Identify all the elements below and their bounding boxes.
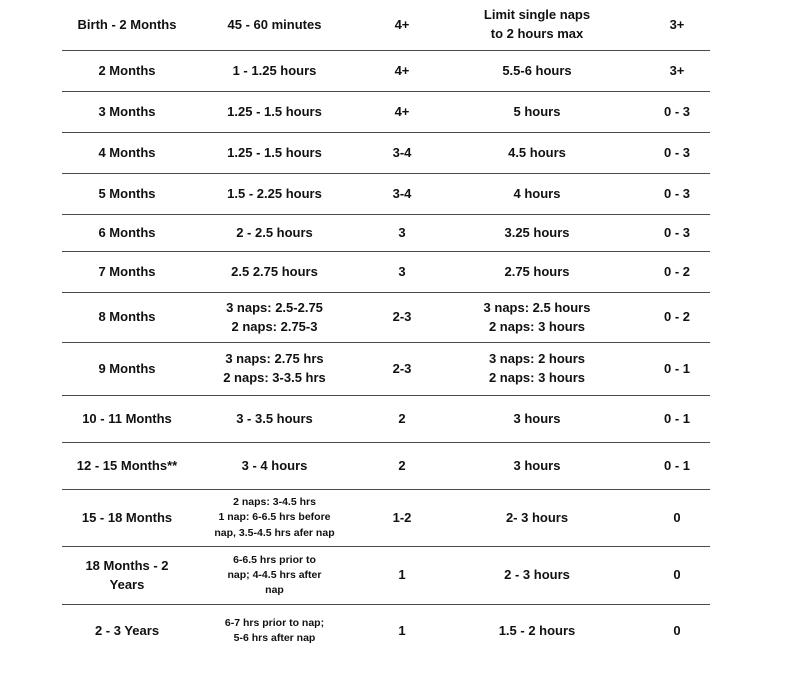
nap-count-cell: 4+ (394, 62, 410, 78)
table-row (62, 51, 710, 92)
nap-count-cell: 3 (398, 263, 406, 279)
age-cell: 9 Months (98, 360, 156, 376)
table-row (62, 252, 710, 293)
age-cell: 3 Months (98, 103, 156, 119)
last-column-cell: 0 - 3 (663, 144, 690, 160)
nap-count-cell: 4+ (394, 16, 410, 32)
table-row (62, 293, 710, 343)
age-cell: 15 - 18 Months (81, 509, 173, 525)
age-cell: 5 Months (98, 185, 156, 201)
daytime-sleep-cell: 2.75 hours (504, 263, 570, 279)
age-cell: 10 - 11 Months (82, 410, 172, 426)
nap-count-cell: 3 (398, 224, 406, 240)
table-row (62, 92, 710, 133)
daytime-sleep-cell: Limit single naps to 2 hours max (483, 7, 591, 41)
table-row (62, 174, 710, 215)
age-cell: 2 Months (98, 62, 156, 78)
daytime-sleep-cell: 4.5 hours (508, 144, 566, 160)
daytime-sleep-cell: 4 hours (513, 185, 561, 201)
wake-window-cell: 2 - 2.5 hours (236, 224, 313, 240)
wake-window-cell: 1.25 - 1.5 hours (227, 103, 322, 119)
age-cell: 4 Months (98, 144, 156, 160)
daytime-sleep-cell: 3 hours (513, 410, 561, 426)
last-column-cell: 3+ (669, 62, 685, 78)
nap-count-cell: 1 (398, 567, 406, 583)
table-row (62, 605, 710, 657)
daytime-sleep-cell: 1.5 - 2 hours (498, 622, 576, 638)
nap-count-cell: 4+ (394, 103, 410, 119)
daytime-sleep-cell: 2- 3 hours (505, 509, 569, 525)
age-cell: 2 - 3 Years (94, 622, 160, 638)
last-column-cell: 0 (673, 567, 681, 583)
age-cell: Birth - 2 Months (77, 16, 177, 32)
age-cell: 18 Months - 2 Years (85, 557, 169, 592)
daytime-sleep-cell: 3 hours (513, 457, 561, 473)
age-cell: 8 Months (98, 309, 156, 325)
daytime-sleep-cell: 3.25 hours (504, 224, 570, 240)
table-row (62, 547, 710, 605)
nap-count-cell: 1-2 (392, 509, 412, 525)
age-cell: 12 - 15 Months** (76, 457, 178, 473)
nap-count-cell: 2 (398, 410, 406, 426)
last-column-cell: 0 (673, 622, 681, 638)
table-row (62, 343, 710, 396)
nap-count-cell: 2-3 (392, 309, 412, 325)
last-column-cell: 0 - 3 (663, 103, 690, 119)
wake-window-cell: 1.5 - 2.25 hours (227, 185, 322, 201)
last-column-cell: 0 - 1 (663, 457, 690, 473)
last-column-cell: 0 - 1 (663, 360, 690, 376)
age-cell: 7 Months (98, 263, 156, 279)
table-row (62, 0, 710, 51)
last-column-cell: 0 - 1 (663, 410, 690, 426)
last-column-cell: 0 - 3 (663, 185, 690, 201)
last-column-cell: 0 - 3 (663, 224, 690, 240)
table-row (62, 396, 710, 443)
last-column-cell: 0 - 2 (663, 309, 690, 325)
daytime-sleep-cell: 5.5-6 hours (502, 62, 572, 78)
wake-window-cell: 3 naps: 2.5-2.75 2 naps: 2.75-3 (226, 299, 323, 334)
nap-count-cell: 1 (398, 622, 406, 638)
last-column-cell: 0 - 2 (663, 263, 690, 279)
daytime-sleep-cell: 2 - 3 hours (504, 567, 570, 583)
wake-window-cell: 45 - 60 minutes (227, 16, 322, 32)
daytime-sleep-cell: 5 hours (513, 103, 561, 119)
wake-window-cell: 2.5 2.75 hours (231, 263, 318, 279)
wake-window-cell: 1.25 - 1.5 hours (227, 144, 322, 160)
last-column-cell: 0 (673, 509, 681, 525)
wake-window-cell: 1 - 1.25 hours (232, 62, 317, 78)
nap-count-cell: 3-4 (392, 185, 412, 201)
table-row (62, 490, 710, 547)
nap-count-cell: 3-4 (392, 144, 412, 160)
wake-window-cell: 6-6.5 hrs prior to nap; 4-4.5 hrs after nap (227, 553, 322, 597)
wake-window-cell: 3 - 4 hours (241, 457, 308, 473)
wake-window-cell: 3 - 3.5 hours (236, 410, 313, 426)
wake-window-cell: 6-7 hrs prior to nap; 5-6 hrs after nap (224, 616, 325, 644)
nap-count-cell: 2 (398, 457, 406, 473)
nap-count-cell: 2-3 (392, 360, 412, 376)
table-row (62, 443, 710, 490)
wake-window-cell: 3 naps: 2.75 hrs 2 naps: 3-3.5 hrs (223, 351, 326, 385)
table-row (62, 215, 710, 252)
daytime-sleep-cell: 3 naps: 2.5 hours 2 naps: 3 hours (483, 299, 591, 334)
age-cell: 6 Months (98, 224, 156, 240)
last-column-cell: 3+ (669, 16, 685, 32)
table-row (62, 133, 710, 174)
daytime-sleep-cell: 3 naps: 2 hours 2 naps: 3 hours (488, 351, 586, 385)
wake-window-cell: 2 naps: 3-4.5 hrs 1 nap: 6-6.5 hrs before nap, 3.5-4.5 hrs afer nap (214, 496, 335, 539)
